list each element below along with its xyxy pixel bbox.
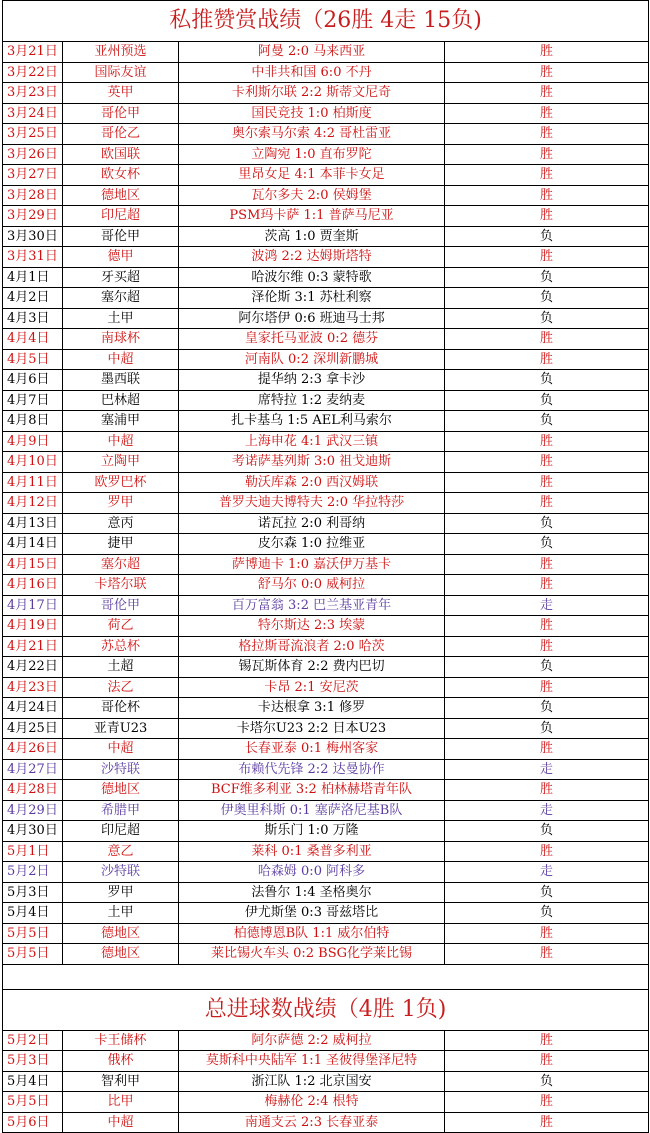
league-cell: 哥伦甲 xyxy=(63,103,179,124)
date-cell: 4月13日 xyxy=(3,513,63,534)
league-cell: 哥伦乙 xyxy=(63,124,179,145)
date-cell: 4月14日 xyxy=(3,534,63,555)
result-cell: 胜 xyxy=(445,493,649,514)
record-table xyxy=(2,0,649,1133)
league-cell: 哥伦甲 xyxy=(63,595,179,616)
record-row xyxy=(3,657,649,678)
date-cell: 3月27日 xyxy=(3,165,63,186)
date-cell: 5月5日 xyxy=(3,923,63,944)
date-cell: 4月27日 xyxy=(3,759,63,780)
result-cell: 胜 xyxy=(445,739,649,760)
date-cell: 4月3日 xyxy=(3,308,63,329)
result-cell: 负 xyxy=(445,657,649,678)
match-cell: 长春亚泰 0:1 梅州客家 xyxy=(179,739,445,760)
section2-title-row xyxy=(3,989,649,1030)
match-cell: 百万富翁 3:2 巴兰基亚青年 xyxy=(179,595,445,616)
match-cell: 法鲁尔 1:4 圣格奥尔 xyxy=(179,882,445,903)
league-cell: 罗甲 xyxy=(63,882,179,903)
record-row xyxy=(3,452,649,473)
match-cell: 泽伦斯 3:1 苏杜利察 xyxy=(179,288,445,309)
league-cell: 法乙 xyxy=(63,677,179,698)
match-cell: 阿尔塔伊 0:6 班迪马士邦 xyxy=(179,308,445,329)
record-row xyxy=(3,718,649,739)
date-cell: 3月28日 xyxy=(3,185,63,206)
record-row xyxy=(3,616,649,637)
record-row xyxy=(3,534,649,555)
match-cell: 伊尤斯堡 0:3 哥兹塔比 xyxy=(179,903,445,924)
record-row xyxy=(3,698,649,719)
league-cell: 苏总杯 xyxy=(63,636,179,657)
date-cell: 4月4日 xyxy=(3,329,63,350)
date-cell: 3月24日 xyxy=(3,103,63,124)
result-cell: 走 xyxy=(445,800,649,821)
date-cell: 4月23日 xyxy=(3,677,63,698)
match-cell: PSM玛卡萨 1:1 普萨马尼亚 xyxy=(179,206,445,227)
result-cell: 胜 xyxy=(445,124,649,145)
date-cell: 5月1日 xyxy=(3,841,63,862)
league-cell: 罗甲 xyxy=(63,493,179,514)
date-cell: 4月16日 xyxy=(3,575,63,596)
date-cell: 5月4日 xyxy=(3,1071,63,1092)
gap-cell xyxy=(3,964,649,989)
record-row xyxy=(3,247,649,268)
result-cell: 负 xyxy=(445,1071,649,1092)
result-cell: 胜 xyxy=(445,841,649,862)
league-cell: 欧罗巴杯 xyxy=(63,472,179,493)
league-cell: 巴林超 xyxy=(63,390,179,411)
record-row xyxy=(3,308,649,329)
match-cell: 波鸿 2:2 达姆斯塔特 xyxy=(179,247,445,268)
league-cell: 土超 xyxy=(63,657,179,678)
record-row xyxy=(3,800,649,821)
date-cell: 5月3日 xyxy=(3,882,63,903)
result-cell: 胜 xyxy=(445,1112,649,1133)
date-cell: 4月1日 xyxy=(3,267,63,288)
date-cell: 5月4日 xyxy=(3,903,63,924)
section1-title-row xyxy=(3,1,649,42)
date-cell: 4月9日 xyxy=(3,431,63,452)
league-cell: 土甲 xyxy=(63,308,179,329)
record-row xyxy=(3,62,649,83)
record-row xyxy=(3,83,649,104)
date-cell: 4月19日 xyxy=(3,616,63,637)
record-row xyxy=(3,821,649,842)
record-row xyxy=(3,349,649,370)
result-cell: 负 xyxy=(445,267,649,288)
result-cell: 胜 xyxy=(445,554,649,575)
record-row xyxy=(3,780,649,801)
date-cell: 5月2日 xyxy=(3,862,63,883)
date-cell: 4月26日 xyxy=(3,739,63,760)
date-cell: 4月30日 xyxy=(3,821,63,842)
match-cell: 伊奥里科斯 0:1 塞萨洛尼基B队 xyxy=(179,800,445,821)
date-cell: 4月8日 xyxy=(3,411,63,432)
league-cell: 沙特联 xyxy=(63,862,179,883)
league-cell: 捷甲 xyxy=(63,534,179,555)
record-row xyxy=(3,636,649,657)
match-cell: 哈森姆 0:0 阿科多 xyxy=(179,862,445,883)
record-row xyxy=(3,493,649,514)
match-cell: 考诺萨基列斯 3:0 祖戈迪斯 xyxy=(179,452,445,473)
result-cell: 胜 xyxy=(445,1030,649,1051)
date-cell: 4月29日 xyxy=(3,800,63,821)
record-row xyxy=(3,329,649,350)
record-row xyxy=(3,472,649,493)
result-cell: 负 xyxy=(445,390,649,411)
record-row xyxy=(3,288,649,309)
league-cell: 欧女杯 xyxy=(63,165,179,186)
match-cell: 莱比锡火车头 0:2 BSG化学莱比锡 xyxy=(179,944,445,965)
date-cell: 4月11日 xyxy=(3,472,63,493)
date-cell: 5月3日 xyxy=(3,1051,63,1072)
match-cell: 浙江队 1:2 北京国安 xyxy=(179,1071,445,1092)
record-row xyxy=(3,1112,649,1133)
match-cell: 卡利斯尔联 2:2 斯蒂文尼奇 xyxy=(179,83,445,104)
date-cell: 4月17日 xyxy=(3,595,63,616)
result-cell: 胜 xyxy=(445,103,649,124)
result-cell: 胜 xyxy=(445,944,649,965)
date-cell: 3月22日 xyxy=(3,62,63,83)
match-cell: 奥尔索马尔索 4:2 哥杜雷亚 xyxy=(179,124,445,145)
result-cell: 胜 xyxy=(445,349,649,370)
date-cell: 5月5日 xyxy=(3,944,63,965)
record-row xyxy=(3,165,649,186)
date-cell: 4月15日 xyxy=(3,554,63,575)
league-cell: 塞尔超 xyxy=(63,288,179,309)
result-cell: 胜 xyxy=(445,1051,649,1072)
result-cell: 胜 xyxy=(445,165,649,186)
date-cell: 3月23日 xyxy=(3,83,63,104)
result-cell: 胜 xyxy=(445,247,649,268)
result-cell: 胜 xyxy=(445,616,649,637)
league-cell: 沙特联 xyxy=(63,759,179,780)
match-cell: 南通支云 2:3 长春亚泰 xyxy=(179,1112,445,1133)
league-cell: 德地区 xyxy=(63,944,179,965)
date-cell: 4月2日 xyxy=(3,288,63,309)
result-cell: 胜 xyxy=(445,923,649,944)
result-cell: 胜 xyxy=(445,1092,649,1113)
league-cell: 英甲 xyxy=(63,83,179,104)
record-row xyxy=(3,1051,649,1072)
match-cell: 布赖代先锋 2:2 达曼协作 xyxy=(179,759,445,780)
section2-title: 总进球数战绩（4胜 1负) xyxy=(3,989,649,1030)
date-cell: 3月31日 xyxy=(3,247,63,268)
league-cell: 俄杯 xyxy=(63,1051,179,1072)
league-cell: 德地区 xyxy=(63,185,179,206)
record-row xyxy=(3,595,649,616)
record-row xyxy=(3,554,649,575)
date-cell: 3月25日 xyxy=(3,124,63,145)
date-cell: 4月22日 xyxy=(3,657,63,678)
date-cell: 4月28日 xyxy=(3,780,63,801)
result-cell: 胜 xyxy=(445,677,649,698)
league-cell: 塞尔超 xyxy=(63,554,179,575)
date-cell: 4月24日 xyxy=(3,698,63,719)
result-cell: 走 xyxy=(445,595,649,616)
result-cell: 负 xyxy=(445,903,649,924)
result-cell: 胜 xyxy=(445,42,649,63)
record-row xyxy=(3,390,649,411)
league-cell: 哥伦杯 xyxy=(63,698,179,719)
match-cell: 斯乐门 1:0 万隆 xyxy=(179,821,445,842)
record-row xyxy=(3,431,649,452)
league-cell: 荷乙 xyxy=(63,616,179,637)
record-row xyxy=(3,575,649,596)
result-cell: 负 xyxy=(445,308,649,329)
date-cell: 3月29日 xyxy=(3,206,63,227)
league-cell: 塞浦甲 xyxy=(63,411,179,432)
date-cell: 4月5日 xyxy=(3,349,63,370)
match-cell: 普罗夫迪夫博特夫 2:0 华拉特莎 xyxy=(179,493,445,514)
match-cell: 茨高 1:0 贾奎斯 xyxy=(179,226,445,247)
league-cell: 印尼超 xyxy=(63,821,179,842)
record-row xyxy=(3,124,649,145)
date-cell: 4月25日 xyxy=(3,718,63,739)
date-cell: 3月21日 xyxy=(3,42,63,63)
match-cell: 提华纳 2:3 拿卡沙 xyxy=(179,370,445,391)
date-cell: 4月12日 xyxy=(3,493,63,514)
result-cell: 胜 xyxy=(445,780,649,801)
league-cell: 意丙 xyxy=(63,513,179,534)
match-cell: 扎卡基乌 1:5 AEL利马索尔 xyxy=(179,411,445,432)
result-cell: 负 xyxy=(445,698,649,719)
match-cell: 国民竞技 1:0 柏斯度 xyxy=(179,103,445,124)
record-row xyxy=(3,944,649,965)
record-row xyxy=(3,267,649,288)
league-cell: 卡塔尔联 xyxy=(63,575,179,596)
date-cell: 4月6日 xyxy=(3,370,63,391)
record-row xyxy=(3,1071,649,1092)
league-cell: 德地区 xyxy=(63,923,179,944)
league-cell: 亚州预选 xyxy=(63,42,179,63)
result-cell: 胜 xyxy=(445,472,649,493)
league-cell: 墨西联 xyxy=(63,370,179,391)
match-cell: 哈波尔维 0:3 蒙特歌 xyxy=(179,267,445,288)
match-cell: 席特拉 1:2 麦纳麦 xyxy=(179,390,445,411)
record-row xyxy=(3,862,649,883)
record-row xyxy=(3,841,649,862)
match-cell: 莱科 0:1 桑普多利亚 xyxy=(179,841,445,862)
result-cell: 胜 xyxy=(445,83,649,104)
result-cell: 负 xyxy=(445,821,649,842)
result-cell: 负 xyxy=(445,226,649,247)
result-cell: 负 xyxy=(445,882,649,903)
result-cell: 负 xyxy=(445,288,649,309)
result-cell: 胜 xyxy=(445,144,649,165)
section1-title: 私推赞赏战绩（26胜 4走 15负) xyxy=(3,1,649,42)
league-cell: 德甲 xyxy=(63,247,179,268)
match-cell: 锡瓦斯体育 2:2 费内巴切 xyxy=(179,657,445,678)
league-cell: 土甲 xyxy=(63,903,179,924)
league-cell: 立陶甲 xyxy=(63,452,179,473)
match-cell: 卡达根拿 3:1 修罗 xyxy=(179,698,445,719)
league-cell: 印尼超 xyxy=(63,206,179,227)
date-cell: 5月5日 xyxy=(3,1092,63,1113)
record-row xyxy=(3,103,649,124)
result-cell: 走 xyxy=(445,862,649,883)
league-cell: 意乙 xyxy=(63,841,179,862)
record-row xyxy=(3,513,649,534)
match-cell: 勒沃库森 2:0 西汉姆联 xyxy=(179,472,445,493)
match-cell: 阿尔萨德 2:2 威柯拉 xyxy=(179,1030,445,1051)
result-cell: 负 xyxy=(445,534,649,555)
record-row xyxy=(3,206,649,227)
match-cell: 特尔斯达 2:3 埃蒙 xyxy=(179,616,445,637)
record-row xyxy=(3,370,649,391)
section-gap xyxy=(3,964,649,989)
record-row xyxy=(3,185,649,206)
match-cell: 阿曼 2:0 马来西亚 xyxy=(179,42,445,63)
league-cell: 德地区 xyxy=(63,780,179,801)
date-cell: 4月7日 xyxy=(3,390,63,411)
record-row xyxy=(3,677,649,698)
record-row xyxy=(3,759,649,780)
result-cell: 胜 xyxy=(445,329,649,350)
league-cell: 中超 xyxy=(63,349,179,370)
record-row xyxy=(3,1092,649,1113)
record-row xyxy=(3,903,649,924)
record-row xyxy=(3,739,649,760)
league-cell: 国际友谊 xyxy=(63,62,179,83)
match-cell: 卡塔尔U23 2:2 日本U23 xyxy=(179,718,445,739)
league-cell: 南球杯 xyxy=(63,329,179,350)
league-cell: 中超 xyxy=(63,739,179,760)
league-cell: 牙买超 xyxy=(63,267,179,288)
record-row xyxy=(3,226,649,247)
record-row xyxy=(3,882,649,903)
league-cell: 希腊甲 xyxy=(63,800,179,821)
match-cell: 里昂女足 4:1 本菲卡女足 xyxy=(179,165,445,186)
match-cell: 柏德博恩B队 1:1 威尔伯特 xyxy=(179,923,445,944)
match-cell: 皮尔森 1:0 拉维亚 xyxy=(179,534,445,555)
match-cell: 河南队 0:2 深圳新鹏城 xyxy=(179,349,445,370)
date-cell: 3月30日 xyxy=(3,226,63,247)
result-cell: 负 xyxy=(445,370,649,391)
result-cell: 胜 xyxy=(445,431,649,452)
record-row xyxy=(3,42,649,63)
date-cell: 4月10日 xyxy=(3,452,63,473)
record-row xyxy=(3,411,649,432)
match-cell: BCF维多利亚 3:2 柏林赫塔青年队 xyxy=(179,780,445,801)
result-cell: 负 xyxy=(445,513,649,534)
record-row xyxy=(3,923,649,944)
date-cell: 3月26日 xyxy=(3,144,63,165)
match-cell: 上海申花 4:1 武汉三镇 xyxy=(179,431,445,452)
result-cell: 胜 xyxy=(445,185,649,206)
match-cell: 皇家托马亚波 0:2 德芬 xyxy=(179,329,445,350)
result-cell: 胜 xyxy=(445,575,649,596)
league-cell: 中超 xyxy=(63,431,179,452)
result-cell: 负 xyxy=(445,718,649,739)
league-cell: 卡王储杯 xyxy=(63,1030,179,1051)
match-cell: 梅赫伦 2:4 根特 xyxy=(179,1092,445,1113)
match-cell: 格拉斯哥流浪者 2:0 哈茨 xyxy=(179,636,445,657)
league-cell: 欧国联 xyxy=(63,144,179,165)
league-cell: 智利甲 xyxy=(63,1071,179,1092)
result-cell: 胜 xyxy=(445,636,649,657)
league-cell: 亚青U23 xyxy=(63,718,179,739)
record-row xyxy=(3,144,649,165)
match-cell: 莫斯科中央陆军 1:1 圣彼得堡泽尼特 xyxy=(179,1051,445,1072)
match-cell: 诺瓦拉 2:0 利哥纳 xyxy=(179,513,445,534)
match-cell: 瓦尔多夫 2:0 侯姆堡 xyxy=(179,185,445,206)
date-cell: 5月6日 xyxy=(3,1112,63,1133)
league-cell: 哥伦甲 xyxy=(63,226,179,247)
result-cell: 胜 xyxy=(445,62,649,83)
result-cell: 负 xyxy=(445,411,649,432)
match-cell: 萨博迪卡 1:0 嘉沃伊万基卡 xyxy=(179,554,445,575)
match-cell: 中非共和国 6:0 不丹 xyxy=(179,62,445,83)
result-cell: 走 xyxy=(445,759,649,780)
date-cell: 4月21日 xyxy=(3,636,63,657)
match-cell: 舒马尔 0:0 威柯拉 xyxy=(179,575,445,596)
result-cell: 胜 xyxy=(445,206,649,227)
league-cell: 中超 xyxy=(63,1112,179,1133)
match-cell: 立陶宛 1:0 直布罗陀 xyxy=(179,144,445,165)
record-row xyxy=(3,1030,649,1051)
league-cell: 比甲 xyxy=(63,1092,179,1113)
date-cell: 5月2日 xyxy=(3,1030,63,1051)
match-cell: 卡昂 2:1 安尼茨 xyxy=(179,677,445,698)
result-cell: 胜 xyxy=(445,452,649,473)
